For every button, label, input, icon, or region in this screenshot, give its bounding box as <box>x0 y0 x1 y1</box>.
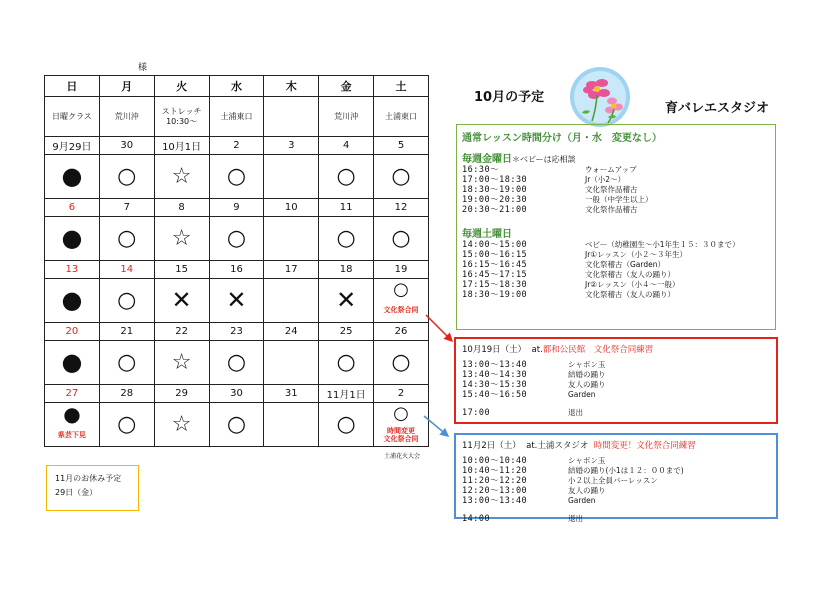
event-location: 都和公民館 文化祭合同練習 <box>542 345 654 355</box>
filled-circle-mark: ● <box>61 162 83 190</box>
mark-row <box>45 155 429 199</box>
day-number: 19 <box>374 261 429 279</box>
open-circle-mark: ○ <box>391 349 411 375</box>
holiday-title: 11月のお休み予定 <box>55 474 122 483</box>
event-heading <box>462 343 770 355</box>
class-mon: 荒川沖 <box>99 97 154 137</box>
desc: Jr①レッスン（小２～３年生） <box>585 250 687 259</box>
desc: ウォームアップ <box>585 165 637 174</box>
time: 13:40～14:30 <box>462 370 528 380</box>
day-cell <box>45 155 100 199</box>
day-number: 9月29日 <box>45 137 100 155</box>
day-cell <box>319 155 374 199</box>
list-item <box>462 195 770 205</box>
day-cell <box>45 341 100 385</box>
filled-circle-mark: ● <box>61 348 83 376</box>
day-number: 29 <box>154 385 209 403</box>
list-item <box>462 290 770 300</box>
day-number: 27 <box>45 385 100 403</box>
star-mark: ☆ <box>171 225 192 251</box>
desc: 友人の踊り <box>568 380 606 389</box>
event-heading <box>462 439 770 451</box>
time: 15:40～16:50 <box>462 390 528 400</box>
time: 12:20～13:00 <box>462 486 528 496</box>
open-circle-mark: ○ <box>336 163 356 189</box>
day-number: 11 <box>319 199 374 217</box>
page-title: 10月の予定 <box>474 90 545 105</box>
time: 16:45～17:15 <box>462 270 528 280</box>
desc: Garden <box>568 496 596 505</box>
list-item <box>462 514 770 524</box>
list-item <box>462 380 770 390</box>
day-cell <box>154 217 209 261</box>
open-circle-mark: ○ <box>117 349 137 375</box>
list-item <box>462 165 770 175</box>
class-fri: 荒川沖 <box>319 97 374 137</box>
day-cell <box>374 217 429 261</box>
day-cell <box>154 279 209 323</box>
day-number: 10月1日 <box>154 137 209 155</box>
list-item <box>462 185 770 195</box>
day-cell <box>264 279 319 323</box>
regular-heading: 通常レッスン時間分け（月・水 変更なし） <box>462 133 662 144</box>
open-circle-mark: ○ <box>226 411 247 437</box>
desc: シャボン玉 <box>568 360 606 369</box>
day-number: 28 <box>99 385 154 403</box>
open-circle-mark: ○ <box>336 225 356 251</box>
event-at: at. <box>531 345 543 355</box>
desc: 一般（中学生以上） <box>585 195 653 204</box>
day-number: 20 <box>45 323 100 341</box>
day-cell <box>319 279 374 323</box>
list-item <box>462 250 770 260</box>
day-number: 5 <box>374 137 429 155</box>
day-cell <box>319 403 374 447</box>
list-item <box>462 370 770 380</box>
day-cell <box>99 403 154 447</box>
day-cell <box>374 403 429 447</box>
event-at: at.土浦スタジオ <box>526 441 589 451</box>
date-row <box>45 261 429 279</box>
day-number: 2 <box>374 385 429 403</box>
time: 10:00～10:40 <box>462 456 528 466</box>
time: 17:15～18:30 <box>462 280 528 290</box>
filled-circle-mark: ● <box>63 402 81 426</box>
list-item <box>462 456 770 466</box>
day-cell <box>45 403 100 447</box>
desc: Garden <box>568 390 596 399</box>
day-cell <box>99 341 154 385</box>
day-cell <box>209 341 264 385</box>
open-circle-mark: ○ <box>117 287 137 313</box>
list-item <box>462 496 770 506</box>
list-item <box>462 466 770 476</box>
weekday-tue: 火 <box>154 76 209 97</box>
mark-row <box>45 341 429 385</box>
day-number: 16 <box>209 261 264 279</box>
event-date: 10月19日（土） <box>462 345 527 355</box>
time: 11:20～12:20 <box>462 476 528 486</box>
desc: 結婚の踊り <box>568 370 606 379</box>
mark-row <box>45 403 429 447</box>
studio-name: 育バレエスタジオ <box>665 101 770 116</box>
day-number: 24 <box>264 323 319 341</box>
day-cell <box>264 403 319 447</box>
class-thu <box>264 97 319 137</box>
friday-heading <box>462 150 770 165</box>
open-circle-mark: ○ <box>117 411 137 437</box>
day-number: 21 <box>99 323 154 341</box>
time: 14:30～15:30 <box>462 380 528 390</box>
desc: 文化祭作品稽古 <box>585 185 638 194</box>
nov2-event-box <box>454 433 778 524</box>
list-item <box>462 260 770 270</box>
time: 20:30～21:00 <box>462 205 528 215</box>
day-cell <box>209 155 264 199</box>
calendar-table <box>44 75 429 447</box>
day-cell <box>45 217 100 261</box>
filled-circle-mark: ● <box>61 286 83 314</box>
open-circle-mark: ○ <box>117 163 137 189</box>
weekday-thu: 木 <box>264 76 319 97</box>
day-cell <box>374 279 429 323</box>
day-cell <box>209 279 264 323</box>
star-mark: ☆ <box>171 411 192 437</box>
time: 13:00～13:40 <box>462 360 528 370</box>
event-location: 時間変更！文化祭合同練習 <box>593 441 696 451</box>
day-number: 9 <box>209 199 264 217</box>
arrow-red <box>426 315 452 341</box>
day-number: 31 <box>264 385 319 403</box>
day-cell <box>374 341 429 385</box>
time: 18:30～19:00 <box>462 290 528 300</box>
holiday-box <box>46 465 139 511</box>
day-number: 4 <box>319 137 374 155</box>
day-number: 18 <box>319 261 374 279</box>
saturday-heading: 毎週土曜日 <box>462 229 512 240</box>
desc: 文化祭作品稽古 <box>585 205 638 214</box>
time: 16:30～ <box>462 165 500 175</box>
day-cell <box>99 279 154 323</box>
desc: ベビー（幼稚園生～小1年生１５：３０まで） <box>585 240 740 249</box>
class-row <box>45 97 429 137</box>
day-number: 10 <box>264 199 319 217</box>
oct19-event-box <box>454 337 778 424</box>
day-cell <box>319 341 374 385</box>
time: 13:00～13:40 <box>462 496 528 506</box>
day-cell <box>154 341 209 385</box>
desc: シャボン玉 <box>568 456 606 465</box>
list-item <box>462 270 770 280</box>
day-cell <box>319 217 374 261</box>
desc: 文化祭稽古（友人の踊り） <box>585 290 675 299</box>
day-cell <box>374 155 429 199</box>
open-circle-mark: ○ <box>226 163 247 189</box>
day-number: 22 <box>154 323 209 341</box>
desc: 友人の踊り <box>568 486 606 495</box>
class-wed: 土浦東口 <box>209 97 264 137</box>
day-number: 30 <box>209 385 264 403</box>
list-item <box>462 486 770 496</box>
day-number: 3 <box>264 137 319 155</box>
list-item <box>462 390 770 400</box>
day-cell <box>45 279 100 323</box>
day-number: 13 <box>45 261 100 279</box>
time: 15:00～16:15 <box>462 250 528 260</box>
open-circle-mark: ○ <box>336 349 356 375</box>
day-number: 23 <box>209 323 264 341</box>
day-cell <box>209 217 264 261</box>
open-circle-mark: ○ <box>393 279 409 300</box>
event-note: 文化祭合同 <box>383 435 419 443</box>
day-cell <box>264 155 319 199</box>
star-mark: ☆ <box>171 163 192 189</box>
time: 14:00 <box>462 514 491 524</box>
time: 18:30～19:00 <box>462 185 528 195</box>
day-number: 14 <box>99 261 154 279</box>
desc: 退出 <box>568 514 583 523</box>
event-note: 県芸下見 <box>57 431 86 439</box>
day-cell <box>99 217 154 261</box>
day-number: 7 <box>99 199 154 217</box>
list-item <box>462 408 770 418</box>
day-number: 6 <box>45 199 100 217</box>
desc: 文化祭稽古（Garden） <box>585 260 665 269</box>
cross-mark: ✕ <box>336 286 357 314</box>
date-row <box>45 137 429 155</box>
desc: 文化祭稽古（友人の踊り） <box>585 270 675 279</box>
weekday-sat: 土 <box>374 76 429 97</box>
time: 17:00～18:30 <box>462 175 528 185</box>
star-mark: ☆ <box>171 349 192 375</box>
list-item <box>462 280 770 290</box>
time: 10:40～11:20 <box>462 466 528 476</box>
desc: 退出 <box>568 408 583 417</box>
list-item <box>462 205 770 215</box>
day-number: 2 <box>209 137 264 155</box>
day-number: 30 <box>99 137 154 155</box>
open-circle-mark: ○ <box>393 403 409 424</box>
class-sat: 土浦東口 <box>374 97 429 137</box>
filled-circle-mark: ● <box>61 224 83 252</box>
day-cell <box>99 155 154 199</box>
day-number: 25 <box>319 323 374 341</box>
open-circle-mark: ○ <box>117 225 137 251</box>
desc: Jr②レッスン（小４～一般） <box>585 280 680 289</box>
open-circle-mark: ○ <box>391 225 411 251</box>
class-sun: 日曜クラス <box>45 97 100 137</box>
day-number: 17 <box>264 261 319 279</box>
event-note: 文化祭合同 <box>383 306 419 314</box>
open-circle-mark: ○ <box>391 163 411 189</box>
weekday-mon: 月 <box>99 76 154 97</box>
date-row <box>45 323 429 341</box>
date-row <box>45 385 429 403</box>
list-item <box>462 175 770 185</box>
weekday-sun: 日 <box>45 76 100 97</box>
open-circle-mark: ○ <box>226 349 247 375</box>
desc: 小２以上全員バーレッスン <box>568 476 658 485</box>
day-cell <box>209 403 264 447</box>
list-item <box>462 240 770 250</box>
weekday-header-row <box>45 76 429 97</box>
open-circle-mark: ○ <box>226 225 247 251</box>
cross-mark: ✕ <box>226 286 247 314</box>
mark-row <box>45 279 429 323</box>
event-date: 11月2日（土） <box>462 441 521 451</box>
holiday-date: 29日（金） <box>55 488 98 497</box>
desc: 結婚の踊り(小1は１２：００まで) <box>568 466 684 475</box>
desc: Jr（小2～） <box>585 175 626 184</box>
cosmos-flower-icon <box>568 65 632 129</box>
mark-row <box>45 217 429 261</box>
day-cell <box>264 217 319 261</box>
list-item <box>462 476 770 486</box>
day-number: 12 <box>374 199 429 217</box>
day-cell <box>154 403 209 447</box>
day-cell <box>154 155 209 199</box>
day-number: 8 <box>154 199 209 217</box>
day-number: 26 <box>374 323 429 341</box>
weekday-fri: 金 <box>319 76 374 97</box>
friday-note: ＊ベビーは応相談 <box>512 155 576 164</box>
honorific-label: 様 <box>138 63 148 73</box>
list-item <box>462 360 770 370</box>
time: 14:00～15:00 <box>462 240 528 250</box>
date-row <box>45 199 429 217</box>
time: 17:00 <box>462 408 491 418</box>
cross-mark: ✕ <box>171 286 192 314</box>
open-circle-mark: ○ <box>336 411 356 437</box>
class-tue: ストレッチ 10:30～ <box>154 97 209 137</box>
weekday-wed: 水 <box>209 76 264 97</box>
time: 19:00～20:30 <box>462 195 528 205</box>
event-note: 時間変更 <box>387 427 416 435</box>
day-number: 11月1日 <box>319 385 374 403</box>
friday-title: 毎週金曜日 <box>462 154 512 165</box>
regular-schedule-box <box>456 124 776 330</box>
day-number: 15 <box>154 261 209 279</box>
day-cell <box>264 341 319 385</box>
fireworks-note: 土浦花火大会 <box>384 453 421 460</box>
time: 16:15～16:45 <box>462 260 528 270</box>
